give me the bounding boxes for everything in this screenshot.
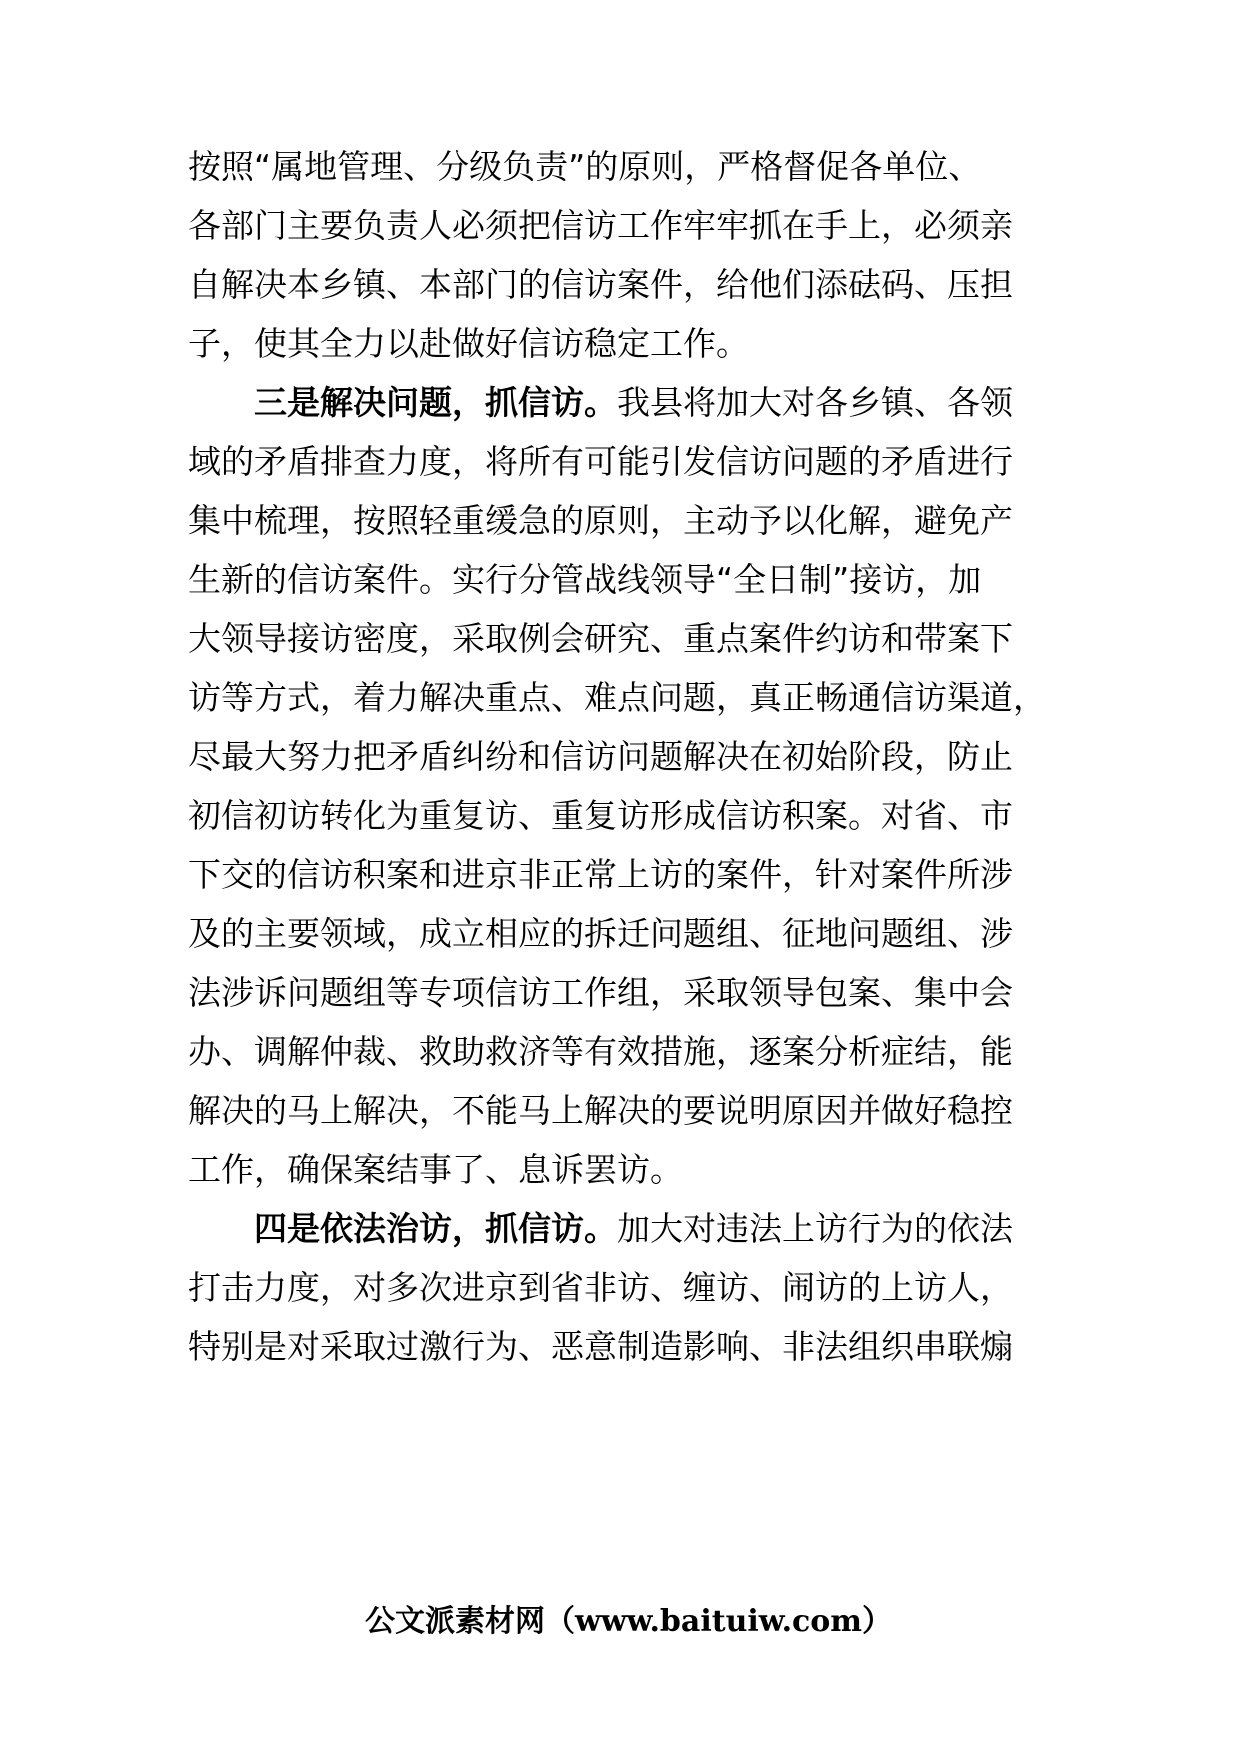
paragraph-line: 自解决本乡镇、本部门的信访案件，给他们添砝码、压担 bbox=[188, 265, 1013, 304]
paragraph-line: 各部门主要负责人必须把信访工作牢牢抓在手上，必须亲 bbox=[188, 206, 1013, 245]
section-heading-3: 三是解决问题，抓信访。 bbox=[254, 383, 617, 422]
paragraph-text: 我县将加大对各乡镇、各领 bbox=[617, 383, 1013, 422]
paragraph-line bbox=[254, 1209, 1013, 1249]
paragraph-line: 域的矛盾排查力度，将所有可能引发信访问题的矛盾进行 bbox=[188, 442, 1013, 481]
paragraph-line: 尽最大努力把矛盾纠纷和信访问题解决在初始阶段，防止 bbox=[188, 737, 1013, 776]
paragraph-line: 办、调解仲裁、救助救济等有效措施，逐案分析症结，能 bbox=[188, 1032, 1013, 1071]
paragraph-text: 加大对违法上访行为的依法 bbox=[617, 1209, 1013, 1248]
paragraph-line: 初信初访转化为重复访、重复访形成信访积案。对省、市 bbox=[188, 796, 1013, 835]
paragraph-line: 大领导接访密度，采取例会研究、重点案件约访和带案下 bbox=[188, 619, 1013, 658]
footer-site-name: 公文派素材网 bbox=[365, 1604, 545, 1639]
paragraph-line: 法涉诉问题组等专项信访工作组，采取领导包案、集中会 bbox=[188, 973, 1013, 1012]
paragraph-line: 子，使其全力以赴做好信访稳定工作。 bbox=[188, 324, 749, 363]
paragraph-line: 打击力度，对多次进京到省非访、缠访、闹访的上访人， bbox=[188, 1268, 1013, 1307]
paragraph-line: 解决的马上解决，不能马上解决的要说明原因并做好稳控 bbox=[188, 1091, 1013, 1130]
paragraph-line: 及的主要领域，成立相应的拆迁问题组、征地问题组、涉 bbox=[188, 914, 1013, 953]
section-heading-4: 四是依法治访，抓信访。 bbox=[254, 1209, 617, 1248]
paragraph-line: 访等方式，着力解决重点、难点问题，真正畅通信访渠道， bbox=[188, 678, 1046, 717]
page-footer bbox=[365, 1602, 892, 1642]
paragraph-line: 工作，确保案结事了、息诉罢访。 bbox=[188, 1150, 683, 1189]
paragraph-line: 特别是对采取过激行为、恶意制造影响、非法组织串联煽 bbox=[188, 1327, 1013, 1366]
paragraph-line: 按照“属地管理、分级负责”的原则，严格督促各单位、 bbox=[188, 147, 982, 186]
paragraph-line: 下交的信访积案和进京非正常上访的案件，针对案件所涉 bbox=[188, 855, 1013, 894]
paragraph-line: 生新的信访案件。实行分管战线领导“全日制”接访，加 bbox=[188, 560, 982, 599]
footer-url: （www.baituiw.com） bbox=[545, 1604, 893, 1639]
paragraph-line bbox=[254, 383, 1013, 423]
paragraph-line: 集中梳理，按照轻重缓急的原则，主动予以化解，避免产 bbox=[188, 501, 1013, 540]
